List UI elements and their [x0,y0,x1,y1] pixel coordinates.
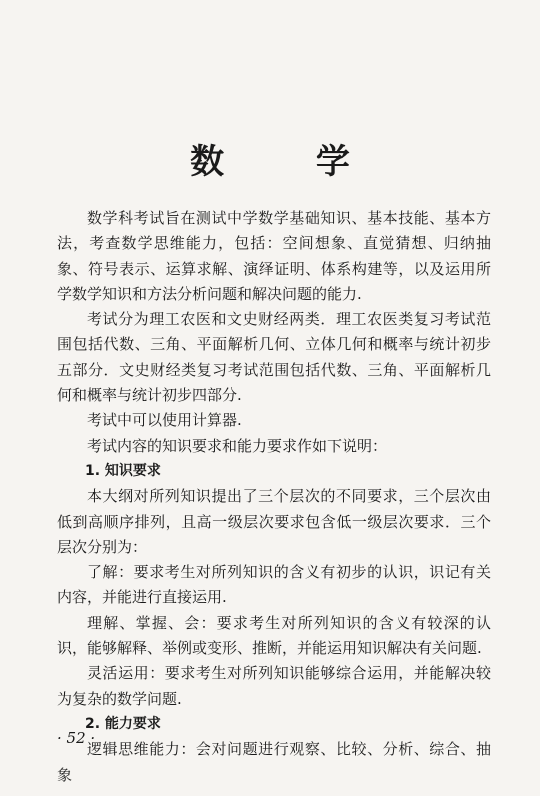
section-heading: 1. 知识要求 [85,462,161,479]
paragraph: 灵活运用：要求考生对所列知识能够综合运用，并能解决较为复杂的数学问题. [57,664,491,708]
paragraph: 理解、掌握、会：要求考生对所列知识的含义有较深的认识，能够解释、举例或变形、推断，并能运用知识解决有关问题. [57,613,491,658]
paragraph: 本大纲对所列知识提出了三个层次的不同要求，三个层次由低到高顺序排列，且高一级层次要求包含低一级层次要求．三个层次分别为： [57,487,491,556]
page-body [57,206,491,788]
paragraph: 考试分为理工农医和文史财经两类．理工农医类复习考试范围包括代数、三角、平面解析几何、立体几何和概率与统计初步五部分．文史财经类复习考试范围包括代数、三角、平面解析几何和概率与统计初步四部分. [57,310,491,405]
page-number: · 52 · [57,729,96,747]
paragraph: 数学科考试旨在测试中学数学基础知识、基本技能、基本方法，考查数学思维能力，包括：空间想象、直觉猜想、归纳抽象、符号表示、运算求解、演绎证明、体系构建等，以及运用所学数学知识和方法分析问题和解决问题的能力. [57,209,491,303]
section-heading: 2. 能力要求 [85,715,161,732]
paragraph: 考试中可以使用计算器. [87,411,242,430]
paragraph: 了解：要求考生对所列知识的含义有初步的认识，识记有关内容，并能进行直接运用. [57,563,491,607]
paragraph: 考试内容的知识要求和能力要求作如下说明： [87,436,388,455]
page-title: 数 学 [190,142,390,182]
paragraph: 逻辑思维能力：会对问题进行观察、比较、分析、综合、抽象 [57,740,491,784]
